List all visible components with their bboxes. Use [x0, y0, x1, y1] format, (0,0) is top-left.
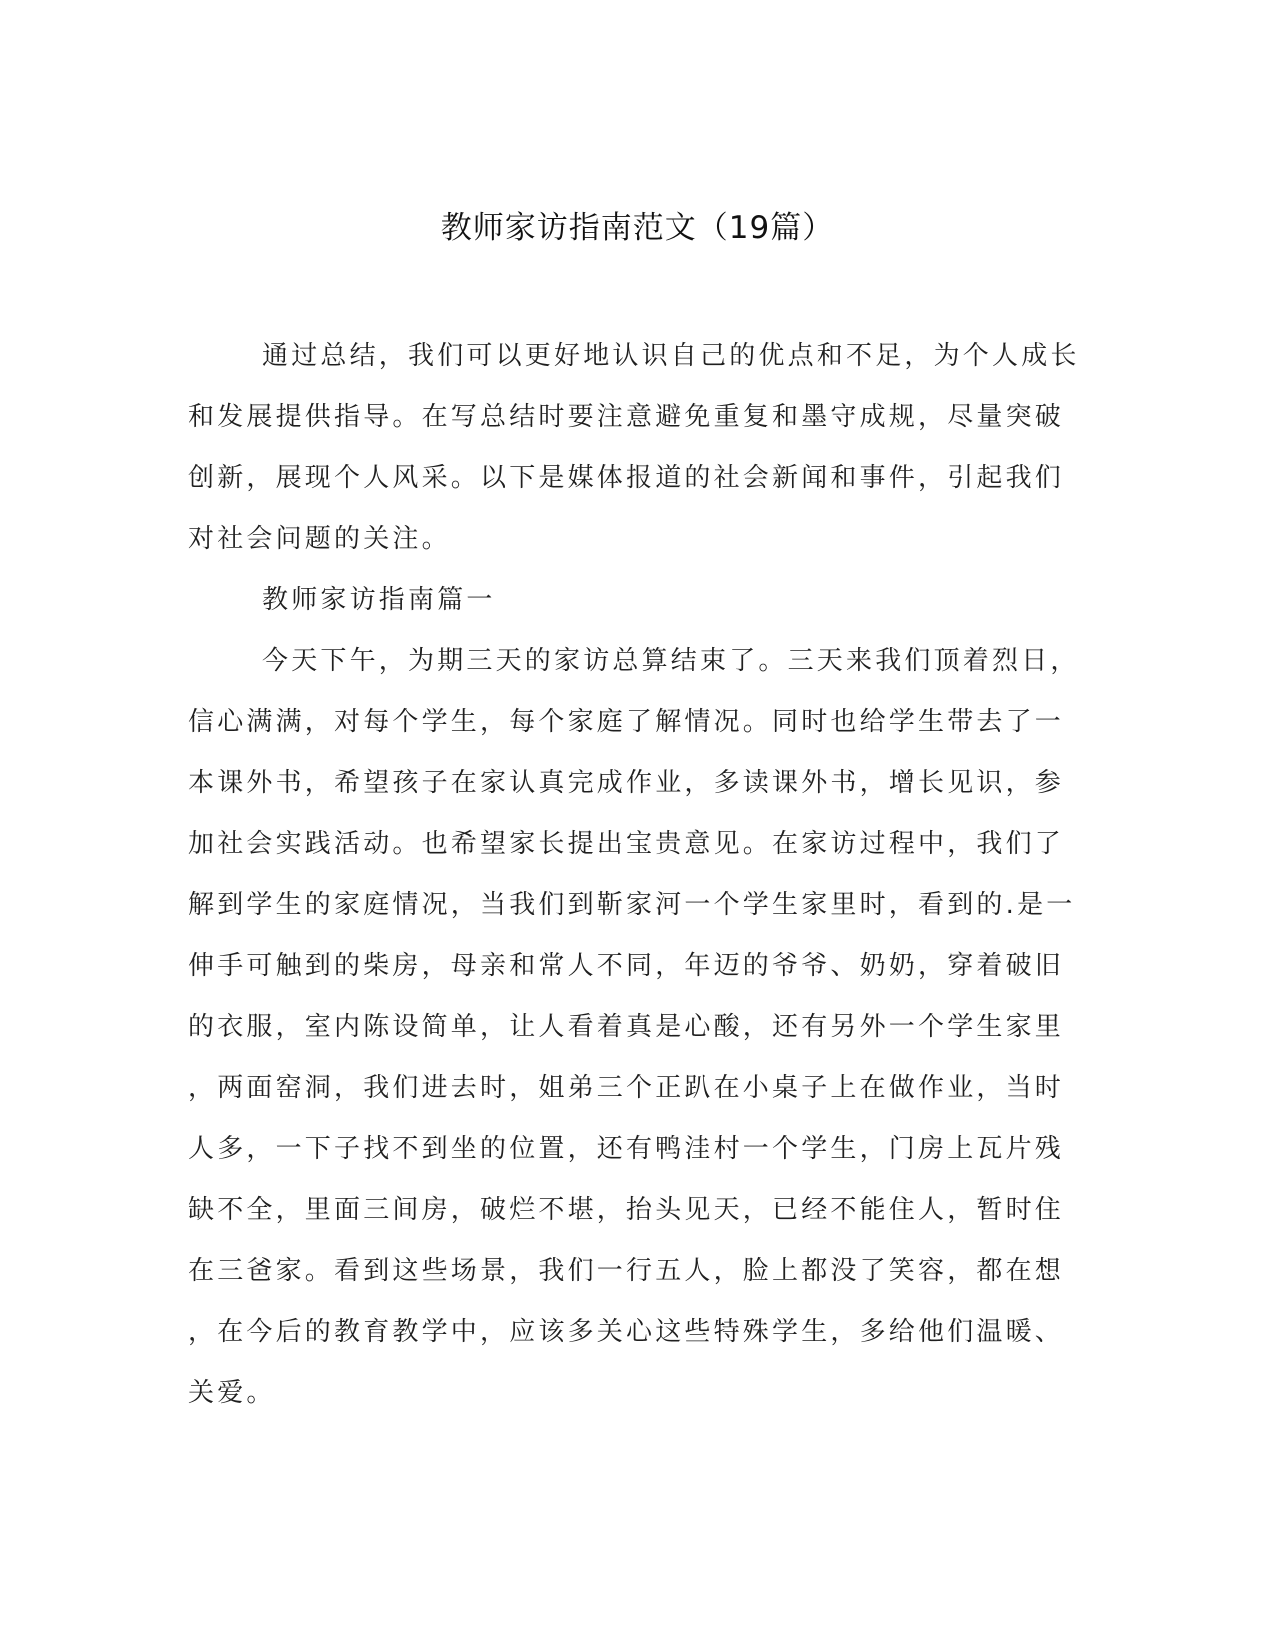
text-line: 关爱。	[188, 1378, 276, 1408]
text-line: 人多，一下子找不到坐的位置，还有鸭洼村一个学生，门房上瓦片残	[188, 1134, 1065, 1164]
text-line: 在三爸家。看到这些场景，我们一行五人，脸上都没了笑容，都在想	[188, 1256, 1065, 1286]
text-line: ，在今后的教育教学中，应该多关心这些特殊学生，多给他们温暖、	[188, 1317, 1065, 1347]
document-body	[188, 326, 1080, 1424]
intro-paragraph	[188, 326, 1080, 570]
text-line: 缺不全，里面三间房，破烂不堪，抬头见天，已经不能住人，暂时住	[188, 1195, 1065, 1225]
text-line: 对社会问题的关注。	[188, 524, 451, 554]
text-line: 和发展提供指导。在写总结时要注意避免重复和墨守成规，尽量突破	[188, 402, 1065, 432]
text-line: 信心满满，对每个学生，每个家庭了解情况。同时也给学生带去了一	[188, 707, 1065, 737]
text-line: 的衣服，室内陈设简单，让人看着真是心酸，还有另外一个学生家里	[188, 1012, 1065, 1042]
text-line: 伸手可触到的柴房，母亲和常人不同，年迈的爷爷、奶奶，穿着破旧	[188, 951, 1065, 981]
text-line: 通过总结，我们可以更好地认识自己的优点和不足，为个人成长	[262, 341, 1080, 371]
text-line: 本课外书，希望孩子在家认真完成作业，多读课外书，增长见识，参	[188, 768, 1065, 798]
text-line: 加社会实践活动。也希望家长提出宝贵意见。在家访过程中，我们了	[188, 829, 1065, 859]
section-paragraph	[188, 631, 1080, 1424]
section-heading: 教师家访指南篇一	[262, 585, 496, 615]
document-title: 教师家访指南范文（19篇）	[440, 210, 835, 246]
text-line: 今天下午，为期三天的家访总算结束了。三天来我们顶着烈日，	[262, 646, 1080, 676]
text-line: ，两面窑洞，我们进去时，姐弟三个正趴在小桌子上在做作业，当时	[188, 1073, 1065, 1103]
text-line: 解到学生的家庭情况，当我们到靳家河一个学生家里时，看到的.是一	[188, 890, 1076, 920]
text-line: 创新，展现个人风采。以下是媒体报道的社会新闻和事件，引起我们	[188, 463, 1065, 493]
